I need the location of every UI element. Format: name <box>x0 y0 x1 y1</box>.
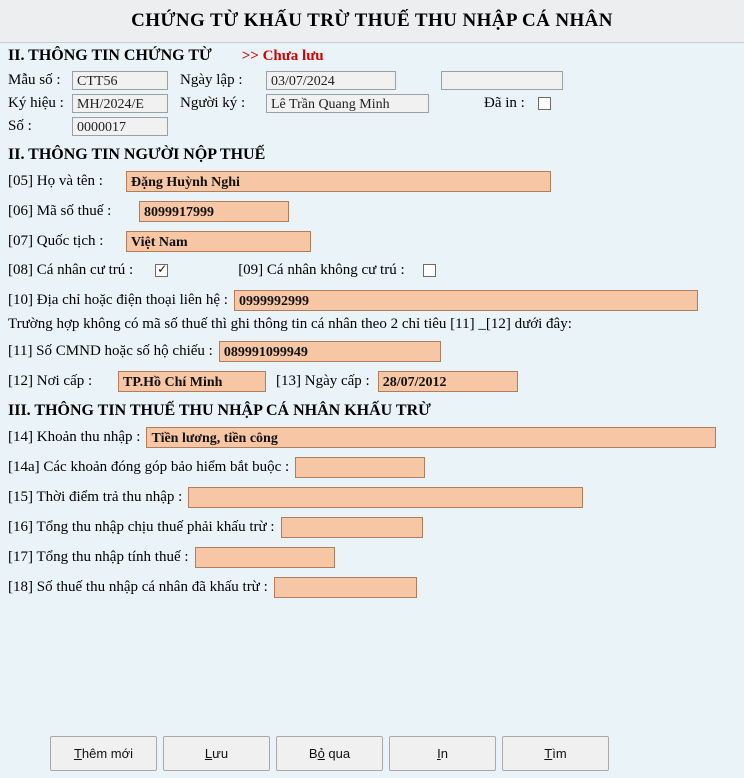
row-tong-thu-nhap-tinh-thue <box>0 540 744 570</box>
label-ho-ten: [05] Họ và tên : <box>8 173 103 189</box>
row-bao-hiem <box>0 450 744 480</box>
page-title: CHỨNG TỪ KHẤU TRỪ THUẾ THU NHẬP CÁ NHÂN <box>131 10 613 31</box>
label-noi-cap: [12] Nơi cấp : <box>8 373 93 389</box>
input-dia-chi[interactable]: 0999992999 <box>234 290 698 311</box>
row-mau-so <box>0 67 744 92</box>
input-ngay-cap[interactable]: 28/07/2012 <box>378 371 518 392</box>
section-header-tax-withholding <box>0 394 744 422</box>
label-da-in: Đã in : <box>484 95 525 111</box>
row-so-thue-da-khau-tru <box>0 570 744 600</box>
section-header-document-info <box>0 43 744 67</box>
input-khoan-thu-nhap[interactable]: Tiền lương, tiền công <box>146 427 716 448</box>
input-thoi-diem[interactable] <box>188 487 583 508</box>
luu-button-label: Lưu <box>204 746 229 761</box>
label-ngay-cap: [13] Ngày cấp : <box>276 373 370 389</box>
label-khoan-thu-nhap: [14] Khoản thu nhập : <box>8 429 141 445</box>
input-ngay-lap[interactable]: 03/07/2024 <box>266 71 396 90</box>
label-ky-hieu: Ký hiệu : <box>8 95 64 111</box>
row-dia-chi <box>0 281 744 313</box>
row-tong-thu-nhap-chiu-thue <box>0 510 744 540</box>
label-quoc-tich: [07] Quốc tịch : <box>8 233 104 249</box>
input-noi-cap[interactable]: TP.Hồ Chí Minh <box>118 371 266 392</box>
input-tong-thu-nhap-tinh-thue[interactable] <box>195 547 335 568</box>
in-button[interactable] <box>389 736 496 771</box>
input-ma-so-thue[interactable]: 8099917999 <box>139 201 289 222</box>
row-khoan-thu-nhap <box>0 422 744 450</box>
bo-qua-button[interactable] <box>276 736 383 771</box>
button-bar <box>50 736 609 771</box>
section-title-document-info: II. THÔNG TIN CHỨNG TỪ <box>8 47 212 64</box>
bo-qua-button-label: Bỏ qua <box>308 746 351 761</box>
input-so-thue-da-khau-tru[interactable] <box>274 577 417 598</box>
row-noi-cap <box>0 364 744 394</box>
in-button-label: In <box>437 746 448 761</box>
window-title-bar <box>0 0 744 43</box>
label-tong-thu-nhap-chiu-thue: [16] Tổng thu nhập chịu thuế phải khấu trừ : <box>8 519 275 535</box>
row-so <box>0 115 744 138</box>
checkbox-ca-nhan-khong-cu-tru[interactable] <box>423 264 436 277</box>
input-cmnd[interactable]: 089991099949 <box>219 341 441 362</box>
input-so[interactable]: 0000017 <box>72 117 168 136</box>
input-quoc-tich[interactable]: Việt Nam <box>126 231 311 252</box>
row-ma-so-thue <box>0 194 744 224</box>
tim-button-label: Tìm <box>544 746 567 761</box>
input-bao-hiem[interactable] <box>295 457 425 478</box>
row-quoc-tich <box>0 224 744 254</box>
checkbox-da-in[interactable] <box>538 97 551 110</box>
label-dia-chi: [10] Địa chỉ hoặc điện thoại liên hệ : <box>8 292 228 308</box>
label-tong-thu-nhap-tinh-thue: [17] Tổng thu nhập tính thuế : <box>8 549 189 565</box>
input-extra-unlabeled[interactable] <box>441 71 563 90</box>
label-so: Số : <box>8 118 32 134</box>
input-ky-hieu[interactable]: MH/2024/E <box>72 94 168 113</box>
luu-button[interactable] <box>163 736 270 771</box>
section-header-taxpayer-info <box>0 138 744 166</box>
input-tong-thu-nhap-chiu-thue[interactable] <box>281 517 423 538</box>
row-thoi-diem <box>0 480 744 510</box>
input-ho-ten[interactable]: Đặng Huỳnh Nghi <box>126 171 551 192</box>
label-so-thue-da-khau-tru: [18] Số thuế thu nhập cá nhân đã khấu trừ : <box>8 579 268 595</box>
label-bao-hiem: [14a] Các khoản đóng góp bảo hiểm bắt buộc : <box>8 459 290 475</box>
label-nguoi-ky: Người ký : <box>180 95 246 111</box>
checkbox-ca-nhan-cu-tru[interactable] <box>155 264 168 277</box>
label-ca-nhan-khong-cu-tru: [09] Cá nhân không cư trú : <box>238 262 405 278</box>
note-missing-tax-code: Trường hợp không có mã số thuế thì ghi thông tin cá nhân theo 2 chỉ tiêu [11] _[12] dưới đây: <box>8 316 572 332</box>
label-ngay-lap: Ngày lập : <box>180 72 243 88</box>
label-cmnd: [11] Số CMND hoặc số hộ chiếu : <box>8 343 213 359</box>
section-title-taxpayer-info: II. THÔNG TIN NGƯỜI NỘP THUẾ <box>8 146 266 163</box>
row-ho-ten <box>0 166 744 194</box>
input-nguoi-ky[interactable]: Lê Trần Quang Minh <box>266 94 429 113</box>
row-ky-hieu <box>0 92 744 115</box>
label-ma-so-thue: [06] Mã số thuế : <box>8 203 112 219</box>
save-status-text: >> Chưa lưu <box>241 48 324 64</box>
label-ca-nhan-cu-tru: [08] Cá nhân cư trú : <box>8 262 134 278</box>
them-moi-button[interactable] <box>50 736 157 771</box>
label-mau-so: Mẫu số : <box>8 72 61 88</box>
input-mau-so[interactable]: CTT56 <box>72 71 168 90</box>
row-cmnd <box>0 336 744 364</box>
tim-button[interactable] <box>502 736 609 771</box>
section-title-tax-withholding: III. THÔNG TIN THUẾ THU NHẬP CÁ NHÂN KHẤU TRỪ <box>8 402 431 419</box>
label-thoi-diem: [15] Thời điểm trả thu nhập : <box>8 489 183 505</box>
row-residency <box>0 254 744 281</box>
them-moi-button-label: Thêm mới <box>73 746 134 761</box>
